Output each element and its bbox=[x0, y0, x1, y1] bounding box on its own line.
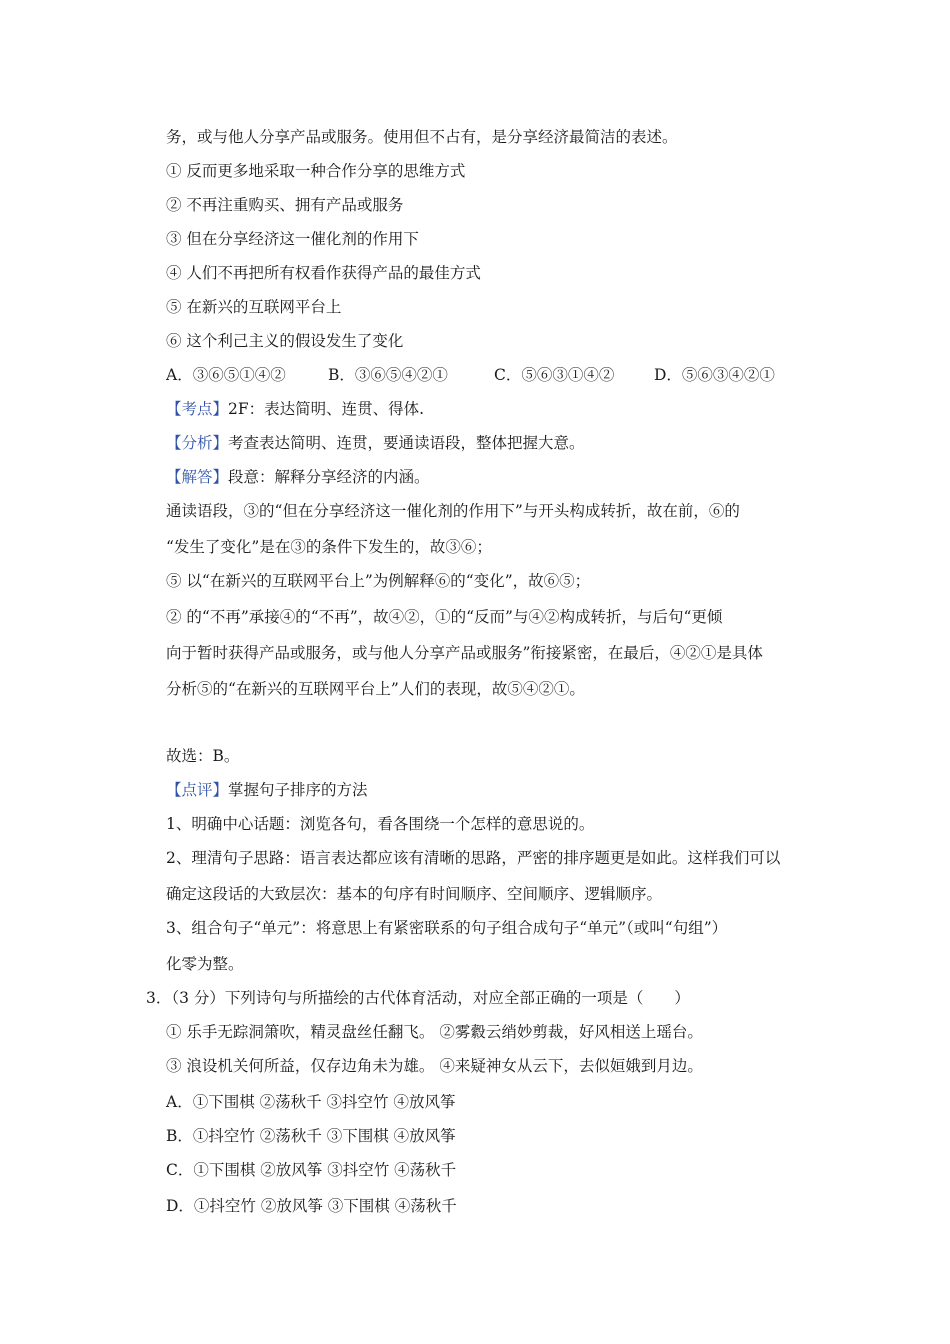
method-line-4: 3、组合句子“单元”：将意思上有紧密联系的句子组合成句子“单元”（或叫“句组”） bbox=[166, 919, 728, 937]
dianping-line bbox=[166, 779, 368, 801]
sentence-1: ① 反而更多地采取一种合作分享的思维方式 bbox=[166, 162, 466, 180]
jieda-text: 段意：解释分享经济的内涵。 bbox=[228, 468, 430, 486]
question-3-choice-b: B．①抖空竹 ②荡秋千 ③下围棋 ④放风筝 bbox=[166, 1127, 456, 1145]
sentence-5: ⑤ 在新兴的互联网平台上 bbox=[166, 298, 342, 316]
jieda-tag: 【解答】 bbox=[166, 468, 229, 486]
option-c: C．⑤⑥③①④② bbox=[494, 366, 615, 384]
continuation-text: 务，或与他人分享产品或服务。使用但不占有，是分享经济最简洁的表述。 bbox=[166, 128, 678, 146]
kaodian-tag: 【考点】 bbox=[166, 400, 229, 418]
sentence-6: ⑥ 这个利己主义的假设发生了变化 bbox=[166, 332, 404, 350]
sentence-3: ③ 但在分享经济这一催化剂的作用下 bbox=[166, 230, 419, 248]
analysis-line-6: 分析⑤的“在新兴的互联网平台上”人们的表现，故⑤④②①。 bbox=[166, 680, 585, 698]
method-line-5: 化零为整。 bbox=[166, 955, 244, 973]
question-3-poems-1: ① 乐手无踪洞箫吹，精灵盘丝任翻飞。 ②雾縠云绡妙剪裁，好风相送上瑶台。 bbox=[166, 1023, 703, 1041]
answer-line: 故选：B。 bbox=[166, 747, 240, 765]
jieda-line bbox=[166, 466, 430, 488]
analysis-line-2: “发生了变化”是在③的条件下发生的，故③⑥； bbox=[166, 538, 492, 556]
question-3-stem: 3．（3 分）下列诗句与所描绘的古代体育活动，对应全部正确的一项是（ ） bbox=[146, 989, 690, 1007]
analysis-line-3: ⑤ 以“在新兴的互联网平台上”为例解释⑥的“变化”，故⑥⑤； bbox=[166, 572, 591, 590]
question-3-poems-2: ③ 浪设机关何所益，仅存边角未为雄。 ④来疑神女从云下，去似姮娥到月边。 bbox=[166, 1057, 703, 1075]
fenxi-line bbox=[166, 432, 585, 454]
analysis-line-1: 通读语段，③的“但在分享经济这一催化剂的作用下”与开头构成转折，故在前，⑥的 bbox=[166, 502, 740, 520]
kaodian-text: 2F：表达简明、连贯、得体. bbox=[228, 400, 425, 418]
method-line-3: 确定这段话的大致层次：基本的句序有时间顺序、空间顺序、逻辑顺序。 bbox=[166, 885, 663, 903]
fenxi-text: 考查表达简明、连贯，要通读语段，整体把握大意。 bbox=[228, 434, 585, 452]
sentence-4: ④ 人们不再把所有权看作获得产品的最佳方式 bbox=[166, 264, 481, 282]
method-line-2: 2、理清句子思路：语言表达都应该有清晰的思路，严密的排序题更是如此。这样我们可以 bbox=[166, 849, 781, 867]
analysis-line-4: ② 的“不再”承接④的“不再”，故④②，①的“反而”与④②构成转折，与后句“更倾 bbox=[166, 608, 723, 626]
method-line-1: 1、明确中心话题：浏览各句，看各围绕一个怎样的意思说的。 bbox=[166, 815, 595, 833]
option-b: B．③⑥⑤④②① bbox=[328, 366, 448, 384]
fenxi-tag: 【分析】 bbox=[166, 434, 229, 452]
option-d: D．⑤⑥③④②① bbox=[654, 366, 775, 384]
answer-options bbox=[166, 364, 775, 386]
kaodian-line bbox=[166, 398, 424, 420]
sentence-2: ② 不再注重购买、拥有产品或服务 bbox=[166, 196, 404, 214]
option-a: A．③⑥⑤①④② bbox=[166, 366, 286, 384]
question-3-choice-a: A．①下围棋 ②荡秋千 ③抖空竹 ④放风筝 bbox=[166, 1093, 456, 1111]
question-3-choice-d: D．①抖空竹 ②放风筝 ③下围棋 ④荡秋千 bbox=[166, 1197, 457, 1215]
dianping-tag: 【点评】 bbox=[166, 781, 229, 799]
analysis-line-5: 向于暂时获得产品或服务，或与他人分享产品或服务”衔接紧密，在最后，④②①是具体 bbox=[166, 644, 763, 662]
question-3-choice-c: C．①下围棋 ②放风筝 ③抖空竹 ④荡秋千 bbox=[166, 1161, 457, 1179]
dianping-text: 掌握句子排序的方法 bbox=[228, 781, 368, 799]
